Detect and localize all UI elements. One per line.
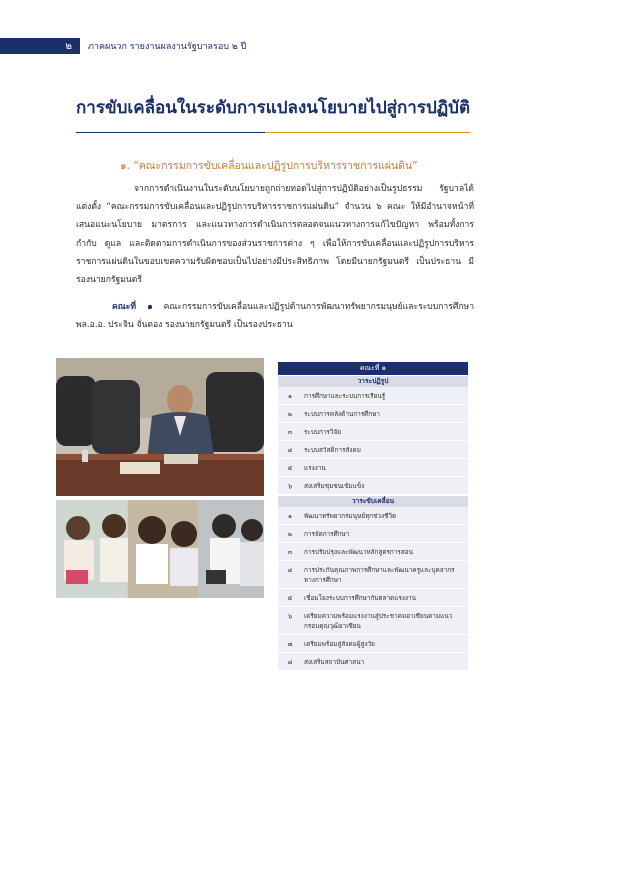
paragraph-2 bbox=[76, 298, 474, 334]
row-number: ๘ bbox=[287, 658, 293, 666]
row-number: ๖ bbox=[287, 482, 293, 490]
table-title: คณะที่ ๑ bbox=[278, 362, 468, 375]
running-title: ภาคผนวก รายงานผลงานรัฐบาลรอบ ๒ ปี bbox=[88, 42, 247, 52]
drive-heading: วาระขับเคลื่อน bbox=[278, 496, 468, 507]
row-number: ๕ bbox=[287, 594, 293, 602]
paragraph-1-text: จากการดำเนินงานในระดับนโยบายถูกถ่ายทอดไปสู่การปฏิบัติอย่างเป็นรูปธรรม รัฐบาลได้แต่งตั้ง “คณะกรรมการขับเคลื่อนและปฏิรูปการบริหารราชการแผ่นดิน” จำนวน ๖ คณะ ให้มีอำนาจหน้าที่เสนอแนะนโยบาย มาตรการ และแนวทางการดำเนินการตลอดจนแนวทางการแก้ไขปัญหา พร้อมทั้งการกำกับ ดูแล และติดตามการดำเนินการของส่วนราชการต่าง ๆ เพื่อให้การขับเคลื่อนและปฏิรูปการบริหารราชการแผ่นดินในขอบเขตความรับผิดชอบเป็นไปอย่างมีประสิทธิภาพ โดยมีนายกรัฐมนตรี เป็นประธาน มีรองนายกรัฐมนตรี bbox=[76, 184, 474, 286]
table-row bbox=[278, 589, 468, 607]
reform-heading: วาระปฏิรูป bbox=[278, 376, 468, 387]
row-number: ๔ bbox=[287, 446, 293, 454]
table-row bbox=[278, 525, 468, 543]
row-text: ส่งเสริมสถาบันศาสนา bbox=[304, 658, 365, 666]
row-text: การศึกษาและระบบการเรียนรู้ bbox=[304, 392, 386, 400]
title-divider bbox=[76, 132, 470, 133]
row-number: ๓ bbox=[287, 548, 293, 556]
row-text: การประกันคุณภาพการศึกษาและพัฒนาครูและบุคลากรทางการศึกษา bbox=[304, 566, 455, 584]
table-row bbox=[278, 441, 468, 459]
row-text: เชื่อมโยงระบบการศึกษากับตลาดแรงงาน bbox=[304, 594, 416, 602]
row-text: พัฒนาทรัพยากรมนุษย์ทุกช่วงชีวิต bbox=[304, 512, 397, 520]
committee-label: คณะที่ ๑ bbox=[112, 302, 153, 312]
table-row bbox=[278, 507, 468, 525]
meeting-photo bbox=[56, 358, 264, 496]
row-number: ๖ bbox=[287, 612, 293, 620]
row-number: ๗ bbox=[287, 640, 293, 648]
section-heading: ๑. “คณะกรรมการขับเคลื่อนและปฏิรูปการบริหารราชการแผ่นดิน” bbox=[120, 160, 418, 172]
paragraph-2-text: คณะกรรมการขับเคลื่อนและปฏิรูปด้านการพัฒนาทรัพยากรมนุษย์และระบบการศึกษา พล.อ.อ. ประจิน จั่นตอง รองนายกรัฐมนตรี เป็นรองประธาน bbox=[76, 302, 475, 331]
table-row bbox=[278, 477, 468, 495]
page-number: ๒ bbox=[0, 38, 80, 54]
students-photo bbox=[56, 500, 264, 598]
committee-table bbox=[278, 362, 468, 671]
table-row bbox=[278, 387, 468, 405]
row-number: ๑ bbox=[287, 512, 293, 520]
table-row bbox=[278, 423, 468, 441]
row-text: ระบบการวิจัย bbox=[304, 428, 341, 436]
row-number: ๕ bbox=[287, 464, 293, 472]
row-text: การปรับปรุงและพัฒนาหลักสูตรการสอน bbox=[304, 548, 413, 556]
table-row bbox=[278, 543, 468, 561]
table-row bbox=[278, 635, 468, 653]
table-row bbox=[278, 607, 468, 635]
table-row bbox=[278, 459, 468, 477]
row-text: ส่งเสริมชุมชนเข้มแข็ง bbox=[304, 482, 365, 490]
row-number: ๑ bbox=[287, 392, 293, 400]
row-number: ๓ bbox=[287, 428, 293, 436]
row-text: ระบบการคลังด้านการศึกษา bbox=[304, 410, 380, 418]
row-text: ระบบสวัสดิการสังคม bbox=[304, 446, 361, 454]
table-row bbox=[278, 405, 468, 423]
page-title: การขับเคลื่อนในระดับการแปลงนโยบายไปสู่การปฏิบัติ bbox=[76, 98, 470, 118]
row-text: เตรียมพร้อมสู่สังคมผู้สูงวัย bbox=[304, 640, 375, 648]
row-text: แรงงาน bbox=[304, 464, 326, 472]
table-row bbox=[278, 653, 468, 671]
table-row bbox=[278, 561, 468, 589]
paragraph-1 bbox=[76, 180, 474, 289]
row-text: การจัดการศึกษา bbox=[304, 530, 350, 538]
row-number: ๒ bbox=[287, 530, 293, 538]
row-text: เตรียมความพร้อมแรงงานสู่ประชาคมอาเซียนตามแนวกรอบคุณวุฒิอาเซียน bbox=[304, 612, 453, 630]
row-number: ๒ bbox=[287, 410, 293, 418]
running-header bbox=[0, 38, 625, 54]
row-number: ๔ bbox=[287, 566, 293, 574]
